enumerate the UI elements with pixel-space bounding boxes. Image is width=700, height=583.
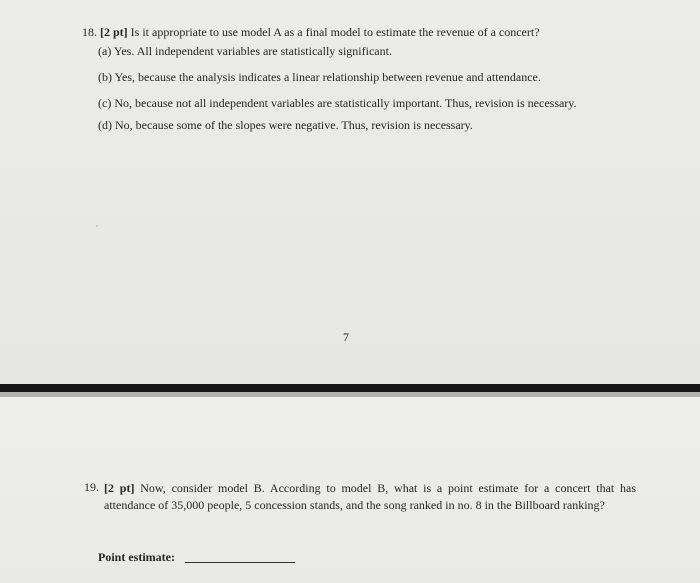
question-19-text: Now, consider model B. According to model B, what is a point estimate for a concert that has attendance of 35,000 people, 5 concession stands, and the song ranked in no. 8 in the Billboard ranking?: [104, 481, 637, 512]
question-18-points: [2 pt]: [100, 25, 128, 39]
option-b: [98, 70, 541, 84]
option-a-label: (a): [98, 44, 112, 58]
option-c-label: (c): [98, 96, 112, 110]
question-19-number: 19.: [84, 480, 99, 494]
option-a: [98, 44, 392, 58]
point-estimate-label: Point estimate:: [98, 550, 175, 564]
option-d-label: (d): [98, 118, 112, 132]
paper-speck: [96, 225, 98, 227]
question-18-text: Is it appropriate to use model A as a final model to estimate the revenue of a concert?: [130, 25, 540, 39]
option-c-text: No, because not all independent variables are statistically important. Thus, revision is necessary.: [114, 96, 577, 110]
option-c: [98, 96, 577, 110]
question-18-number: 18.: [82, 25, 97, 39]
question-19: [104, 480, 636, 514]
option-a-text: Yes. All independent variables are statistically significant.: [113, 44, 392, 58]
question-19-points: [2 pt]: [104, 481, 135, 495]
option-d: [98, 118, 473, 132]
page-number: 7: [343, 330, 349, 344]
point-estimate-answer-line[interactable]: [185, 562, 295, 563]
option-b-text: Yes, because the analysis indicates a linear relationship between revenue and attendance.: [114, 70, 541, 84]
option-d-text: No, because some of the slopes were negative. Thus, revision is necessary.: [115, 118, 473, 132]
option-b-label: (b): [98, 70, 112, 84]
question-18: [82, 25, 540, 39]
